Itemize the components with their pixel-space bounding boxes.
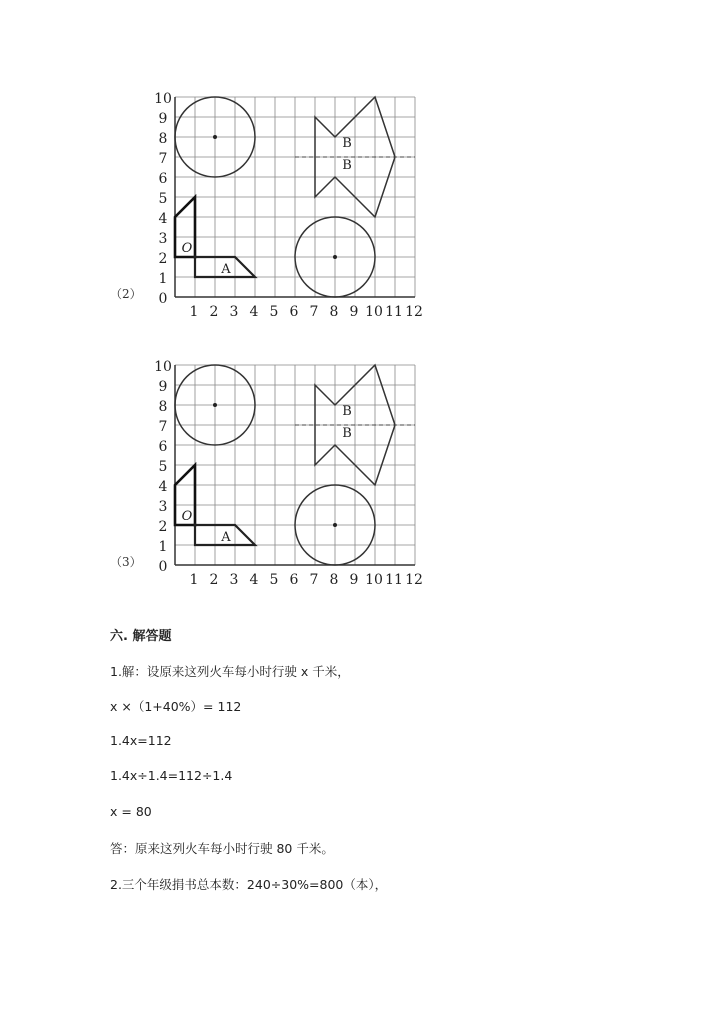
x-tick-label: 12 bbox=[405, 304, 423, 320]
shape-b-label: B bbox=[342, 426, 352, 441]
solution-line: x = 80 bbox=[110, 804, 152, 819]
x-tick-label: 3 bbox=[229, 572, 239, 588]
y-tick-label: 4 bbox=[158, 211, 168, 227]
shape-b-label: B bbox=[342, 136, 352, 151]
x-tick-label: 2 bbox=[209, 304, 219, 320]
y-tick-label: 4 bbox=[158, 479, 168, 495]
circle-center-dot bbox=[333, 523, 337, 527]
x-tick-label: 11 bbox=[385, 572, 403, 588]
x-tick-label: 7 bbox=[309, 304, 319, 320]
solution-line: 1.解：设原来这列火车每小时行驶 x 千米， bbox=[110, 664, 350, 679]
section-title: 六. 解答题 bbox=[110, 629, 172, 644]
shape-b-label: B bbox=[342, 404, 352, 419]
y-tick-label: 7 bbox=[158, 151, 168, 167]
x-tick-label: 2 bbox=[209, 572, 219, 588]
solution-line: 1.4x÷1.4=112÷1.4 bbox=[110, 768, 233, 783]
y-tick-label: 8 bbox=[158, 399, 168, 415]
shape-a-label: A bbox=[221, 262, 231, 277]
point-o-label: O bbox=[181, 509, 193, 524]
y-tick-label: 10 bbox=[154, 91, 172, 107]
grid-figure-svg bbox=[110, 90, 440, 320]
y-tick-label: 6 bbox=[158, 439, 168, 455]
solution-line: 1.4x=112 bbox=[110, 733, 172, 748]
x-tick-label: 8 bbox=[329, 304, 339, 320]
y-tick-label: 3 bbox=[158, 499, 168, 515]
y-tick-label: 7 bbox=[158, 419, 168, 435]
point-o-dot bbox=[193, 523, 197, 527]
point-o-label: O bbox=[181, 241, 193, 256]
x-tick-label: 12 bbox=[405, 572, 423, 588]
x-tick-label: 3 bbox=[229, 304, 239, 320]
solution-line: 2.三个年级捐书总本数：240÷30%=800（本）， bbox=[110, 877, 388, 892]
y-tick-label: 3 bbox=[158, 231, 168, 247]
solution-line: 答：原来这列火车每小时行驶 80 千米。 bbox=[110, 841, 334, 856]
y-tick-label: 9 bbox=[158, 379, 168, 395]
grid-figure-svg bbox=[110, 358, 440, 588]
grid-figure-2 bbox=[110, 90, 440, 320]
x-tick-label: 8 bbox=[329, 572, 339, 588]
x-tick-label: 1 bbox=[189, 304, 199, 320]
y-tick-label: 2 bbox=[158, 519, 168, 535]
y-tick-label: 6 bbox=[158, 171, 168, 187]
y-tick-label: 1 bbox=[158, 539, 168, 555]
x-tick-label: 5 bbox=[269, 572, 279, 588]
x-tick-label: 1 bbox=[189, 572, 199, 588]
x-tick-label: 7 bbox=[309, 572, 319, 588]
solution-line: x ×（1+40%）= 112 bbox=[110, 699, 242, 714]
y-tick-label: 2 bbox=[158, 251, 168, 267]
x-tick-label: 0 bbox=[158, 291, 168, 307]
y-tick-label: 5 bbox=[158, 459, 168, 475]
y-tick-label: 8 bbox=[158, 131, 168, 147]
grid-figure-3 bbox=[110, 358, 440, 588]
y-tick-label: 5 bbox=[158, 191, 168, 207]
shape-b-label: B bbox=[342, 158, 352, 173]
circle-center-dot bbox=[213, 403, 217, 407]
x-tick-label: 4 bbox=[249, 304, 259, 320]
x-tick-label: 5 bbox=[269, 304, 279, 320]
x-tick-label: 6 bbox=[289, 304, 299, 320]
circle-center-dot bbox=[213, 135, 217, 139]
x-tick-label: 9 bbox=[349, 572, 359, 588]
circle-center-dot bbox=[333, 255, 337, 259]
x-tick-label: 10 bbox=[365, 572, 383, 588]
x-tick-label: 4 bbox=[249, 572, 259, 588]
x-tick-label: 10 bbox=[365, 304, 383, 320]
figure-label: （3） bbox=[110, 555, 142, 569]
x-tick-label: 9 bbox=[349, 304, 359, 320]
shape-a-label: A bbox=[221, 530, 231, 545]
x-tick-label: 11 bbox=[385, 304, 403, 320]
x-tick-label: 6 bbox=[289, 572, 299, 588]
point-o-dot bbox=[193, 255, 197, 259]
x-tick-label: 0 bbox=[158, 559, 168, 575]
y-tick-label: 1 bbox=[158, 271, 168, 287]
figure-label: （2） bbox=[110, 287, 142, 301]
y-tick-label: 10 bbox=[154, 359, 172, 375]
y-tick-label: 9 bbox=[158, 111, 168, 127]
